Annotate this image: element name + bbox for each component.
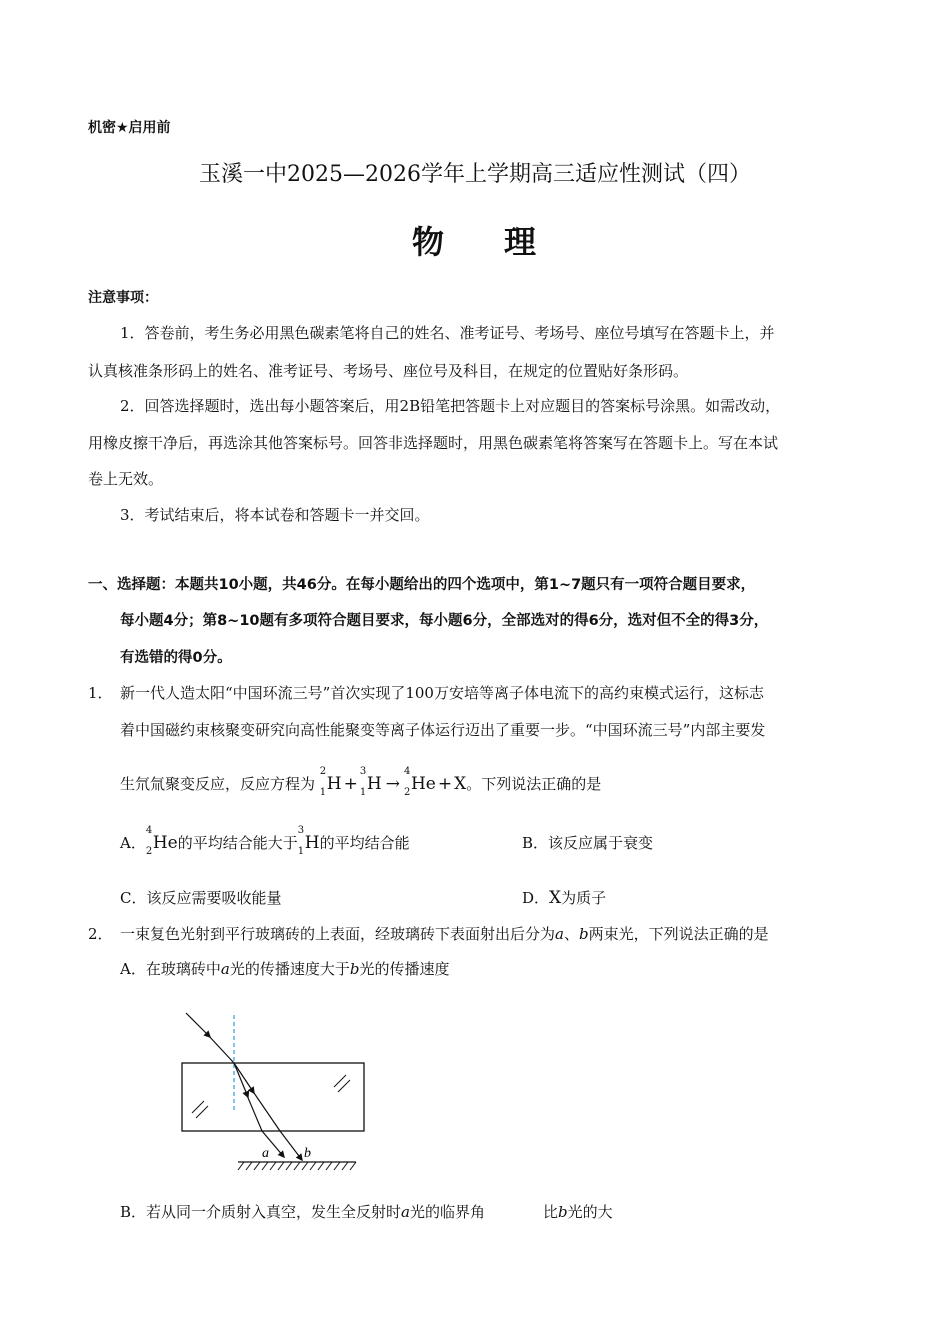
- q1-option-c: C．该反应需要吸收能量: [120, 889, 282, 907]
- q2-option-b: B．若从同一介质射入真空，发生全反射时a光的临界角 比b光的大: [120, 1203, 613, 1221]
- exam-title: 玉溪一中2025—2026学年上学期高三适应性测试（四）: [199, 162, 751, 187]
- notice-item-2-line-2: 用橡皮擦干净后，再选涂其他答案标号。回答非选择题时，用黑色碳素笔将答案写在答题卡上。写在本试: [88, 434, 779, 452]
- q1-line-3-prefix: 生氘氚聚变反应，反应方程为: [120, 775, 316, 793]
- q1-line-2: 着中国磁约束核聚变研究向高性能聚变等离子体运行迈出了重要一步。“中国环流三号”内部主要发: [120, 721, 766, 739]
- ground-hatching: [238, 1162, 356, 1170]
- incident-ray-arrow: [186, 1013, 210, 1037]
- refracted-ray-a: [246, 1093, 262, 1131]
- notice-item-1-line-1: 1．答卷前，考生务必用黑色碳素笔将自己的姓名、准考证号、考场号、座位号填写在答题卡上，并: [120, 324, 775, 342]
- confidential-label: 机密★启用前: [88, 120, 171, 136]
- nuclide-tritium: 3 1 H: [359, 766, 382, 798]
- subject-char-1: 物: [412, 223, 445, 261]
- notice-item-1-line-2: 认真核准条形码上的姓名、准考证号、考场号、座位号及科目，在规定的位置贴好条形码。: [88, 362, 689, 380]
- notice-item-2-line-3: 卷上无效。: [88, 470, 164, 488]
- option-a-nuclide-tritium: 3 1 H: [297, 825, 320, 857]
- notice-item-2-line-1: 2．回答选择题时，选出每小题答案后，用2B铅笔把答题卡上对应题目的答案标号涂黑。如需改动，: [120, 397, 781, 415]
- incident-ray: [208, 1035, 234, 1063]
- q2-stem: 一束复色光射到平行玻璃砖的上表面，经玻璃砖下表面射出后分为a、b两束光，下列说法正确的是: [120, 925, 769, 943]
- refracted-ray-b: [252, 1090, 280, 1131]
- notice-item-3-line-1: 3．考试结束后，将本试卷和答题卡一并交回。: [120, 506, 430, 524]
- section-1-line-3: 有选错的得0分。: [120, 650, 232, 666]
- section-1-line-1: 一、选择题：本题共10小题，共46分。在每小题给出的四个选项中，第1~7题只有一项符合题目要求，: [88, 577, 756, 593]
- q1-option-b: B．该反应属于衰变: [522, 834, 654, 852]
- q1-line-1: 新一代人造太阳“中国环流三号”首次实现了100万安培等离子体电流下的高约束模式运行，这标志: [120, 684, 764, 702]
- figure-label-a: a: [262, 1146, 269, 1161]
- subject-char-2: 理: [504, 223, 537, 261]
- q1-line-3-suffix: 。下列说法正确的是: [466, 775, 602, 793]
- nuclide-deuterium: 2 1 H: [319, 766, 342, 798]
- q2-number: 2．: [88, 925, 113, 943]
- section-1-line-2: 每小题4分；第8~10题有多项符合题目要求，每小题6分，全部选对的得6分，选对但不全的得3分，: [120, 613, 769, 629]
- q1-number: 1．: [88, 684, 113, 702]
- option-a-nuclide-helium: 4 2 He: [145, 825, 178, 857]
- q2-option-a: A．在玻璃砖中a光的传播速度大于b光的传播速度: [120, 960, 450, 978]
- nuclide-helium: 4 2 He: [403, 766, 436, 798]
- notice-heading: 注意事项：: [88, 290, 158, 306]
- figure-label-b: b: [304, 1146, 311, 1161]
- glass-slab-figure: [170, 1005, 370, 1180]
- q1-line-3: [120, 766, 602, 798]
- q1-option-a: A． 4 2 He的平均结合能大于 3 1 H的平均结合能: [120, 825, 410, 857]
- q1-option-d: D．X为质子: [522, 888, 607, 908]
- q1-equation: 2 1 H + 3 1 H → 4 2 He + X: [319, 766, 467, 798]
